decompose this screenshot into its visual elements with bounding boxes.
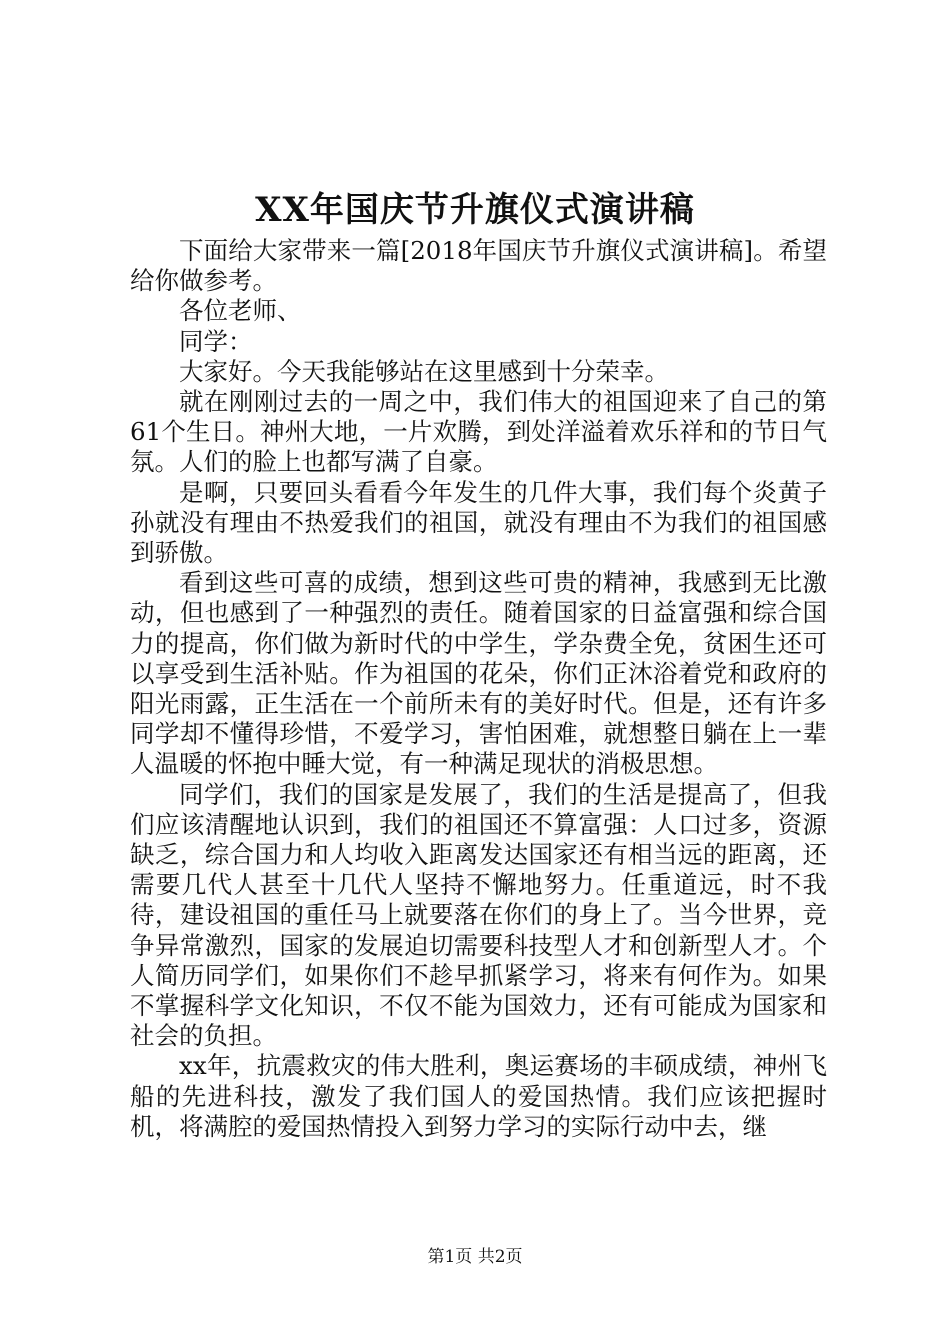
paragraph: 就在刚刚过去的一周之中，我们伟大的祖国迎来了自己的第61个生日。神州大地，一片欢腾，到处洋溢着欢乐祥和的节日气氛。人们的脸上也都写满了自豪。: [130, 387, 827, 477]
document-title: XX年国庆节升旗仪式演讲稿: [255, 190, 695, 230]
paragraph: 下面给大家带来一篇[2018年国庆节升旗仪式演讲稿]。希望给你做参考。: [130, 236, 827, 296]
paragraph: 同学们，我们的国家是发展了，我们的生活是提高了，但我们应该清醒地认识到，我们的祖国还不算富强：人口过多，资源缺乏，综合国力和人均收入距离发达国家还有相当远的距离，还需要几代人甚至十几代人坚持不懈地努力。任重道远，时不我待，建设祖国的重任马上就要落在你们的身上了。当今世界，竞争异常激烈，国家的发展迫切需要科技型人才和创新型人才。个人简历同学们，如果你们不趁早抓紧学习，将来有何作为。如果不掌握科学文化知识，不仅不能为国效力，还有可能成为国家和社会的负担。: [130, 779, 827, 1051]
paragraph: 是啊，只要回头看看今年发生的几件大事，我们每个炎黄子孙就没有理由不热爱我们的祖国，就没有理由不为我们的祖国感到骄傲。: [130, 477, 827, 568]
paragraph: xx年，抗震救灾的伟大胜利，奥运赛场的丰硕成绩，神州飞船的先进科技，激发了我们国人的爱国热情。我们应该把握时机，将满腔的爱国热情投入到努力学习的实际行动中去，继: [130, 1051, 827, 1141]
paragraph: 同学：: [179, 326, 253, 356]
document-body: [130, 236, 827, 1142]
paragraph: 看到这些可喜的成绩，想到这些可贵的精神，我感到无比激动，但也感到了一种强烈的责任。随着国家的日益富强和综合国力的提高，你们做为新时代的中学生，学杂费全免，贫困生还可以享受到生活补贴。作为祖国的花朵，你们正沐浴着党和政府的阳光雨露，正生活在一个前所未有的美好时代。但是，还有许多同学却不懂得珍惜，不爱学习，害怕困难，就想整日躺在上一辈人温暖的怀抱中睡大觉，有一种满足现状的消极思想。: [130, 568, 827, 779]
page-number-footer: 第1页 共2页: [427, 1247, 523, 1267]
paragraph: 各位老师、: [179, 296, 302, 326]
paragraph: 大家好。今天我能够站在这里感到十分荣幸。: [179, 356, 669, 386]
